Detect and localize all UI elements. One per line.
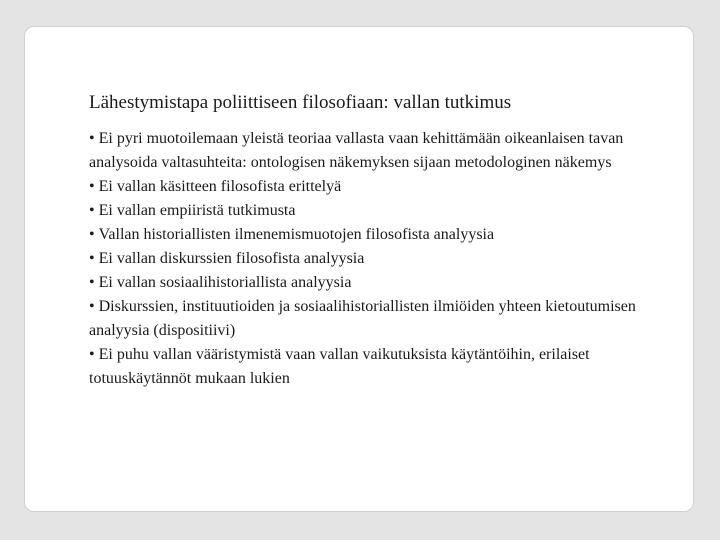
- bullet-icon: •: [89, 130, 95, 147]
- bullet-item: [89, 175, 669, 199]
- bullet-text: Ei vallan sosiaalihistoriallista analyysia: [98, 274, 352, 291]
- bullet-item: [89, 247, 669, 271]
- slide-content: [89, 91, 669, 391]
- bullet-text: Ei pyri muotoilemaan yleistä teoriaa vallasta vaan kehittämään oikeanlaisen tavan analysoida valtasuhteita: ontologisen näkemyksen sijaan metodologinen näkemys: [89, 130, 624, 171]
- bullet-icon: •: [89, 226, 95, 243]
- slide-title: Lähestymistapa poliittiseen filosofiaan: vallan tutkimus: [89, 92, 512, 113]
- bullet-icon: •: [89, 274, 95, 291]
- bullet-item: [89, 295, 669, 343]
- bullet-text: Diskurssien, instituutioiden ja sosiaalihistoriallisten ilmiöiden yhteen kietoutumisen analyysia (dispositiivi): [89, 298, 636, 339]
- bullet-icon: •: [89, 250, 95, 267]
- bullet-text: Ei vallan empiiristä tutkimusta: [98, 202, 296, 219]
- bullet-item: [89, 271, 669, 295]
- bullet-text: Ei vallan diskurssien filosofista analyysia: [98, 250, 365, 267]
- bullet-list: [89, 127, 669, 391]
- bullet-text: Ei puhu vallan vääristymistä vaan vallan vaikutuksista käytäntöihin, erilaiset totuuskäytännöt mukaan lukien: [89, 346, 590, 387]
- bullet-icon: •: [89, 202, 95, 219]
- bullet-icon: •: [89, 346, 95, 363]
- bullet-text: Ei vallan käsitteen filosofista erittelyä: [98, 178, 342, 195]
- bullet-item: [89, 223, 669, 247]
- bullet-text: Vallan historiallisten ilmenemismuotojen filosofista analyysia: [98, 226, 495, 243]
- bullet-icon: •: [89, 298, 95, 315]
- bullet-item: [89, 127, 669, 175]
- slide-frame: [24, 26, 694, 512]
- bullet-icon: •: [89, 178, 95, 195]
- bullet-item: [89, 199, 669, 223]
- bullet-item: [89, 343, 669, 391]
